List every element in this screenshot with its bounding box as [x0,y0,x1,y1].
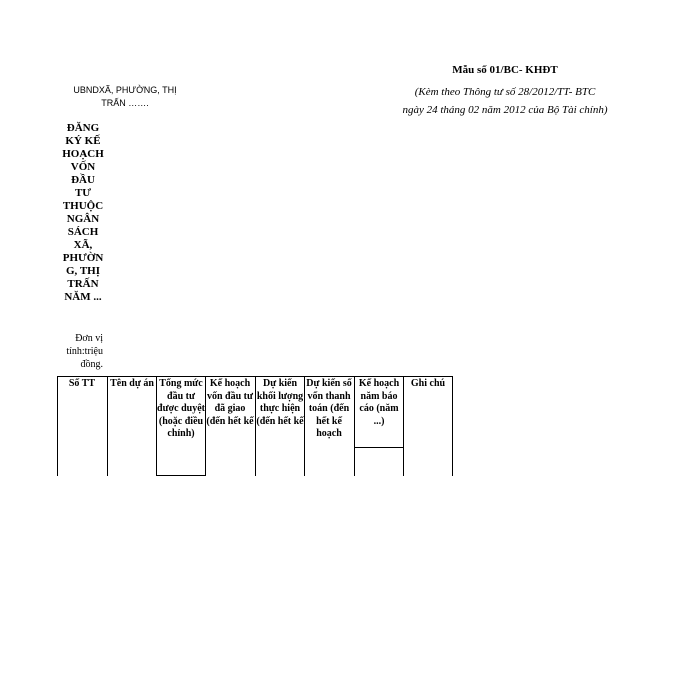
column-separator [57,376,58,476]
column-separator [403,376,404,476]
column-separator [107,376,108,476]
issuing-agency: UBNDXÃ, PHƯỜNG, THỊ TRẤN ……. [73,85,177,108]
legal-basis-line-2: ngày 24 tháng 02 năm 2012 của Bộ Tài chính) [402,104,608,116]
column-header-expected-volume: Dự kiến khối lượng thực hiện (đến hết kế [256,378,304,427]
cell-bottom-border [156,475,206,476]
column-header-notes: Ghi chú [410,378,446,389]
column-header-total-investment: Tổng mức đầu tư được duyệt (hoặc điều chỉnh) [157,378,205,440]
cell-bottom-border [354,447,404,448]
plan-table [57,376,453,476]
column-header-expected-payment: Dự kiến số vốn thanh toán (đến hết kế hoạch [306,378,352,440]
column-header-report-year-plan: Kế hoạch năm báo cáo (năm ...) [358,378,400,427]
legal-basis-line-1: (Kèm theo Thông tư số 28/2012/TT- BTC [414,86,596,98]
column-header-project-name: Tên dự án [110,378,154,389]
column-header-stt: Số TT [68,378,96,389]
column-separator [452,376,453,476]
form-code: Mẫu số 01/BC- KHĐT [452,64,558,76]
unit-note: Đơn vị tính:triệu đồng. [66,333,103,370]
document-title: ĐĂNG KÝ KẾ HOẠCH VỐN ĐẦU TƯ THUỘC NGÂN SÁCH XÃ, PHƯỜNG, THỊ TRẤN NĂM ... [62,122,104,303]
column-header-allocated-capital: Kế hoạch vốn đầu tư đã giao (đến hết kế [206,378,254,427]
